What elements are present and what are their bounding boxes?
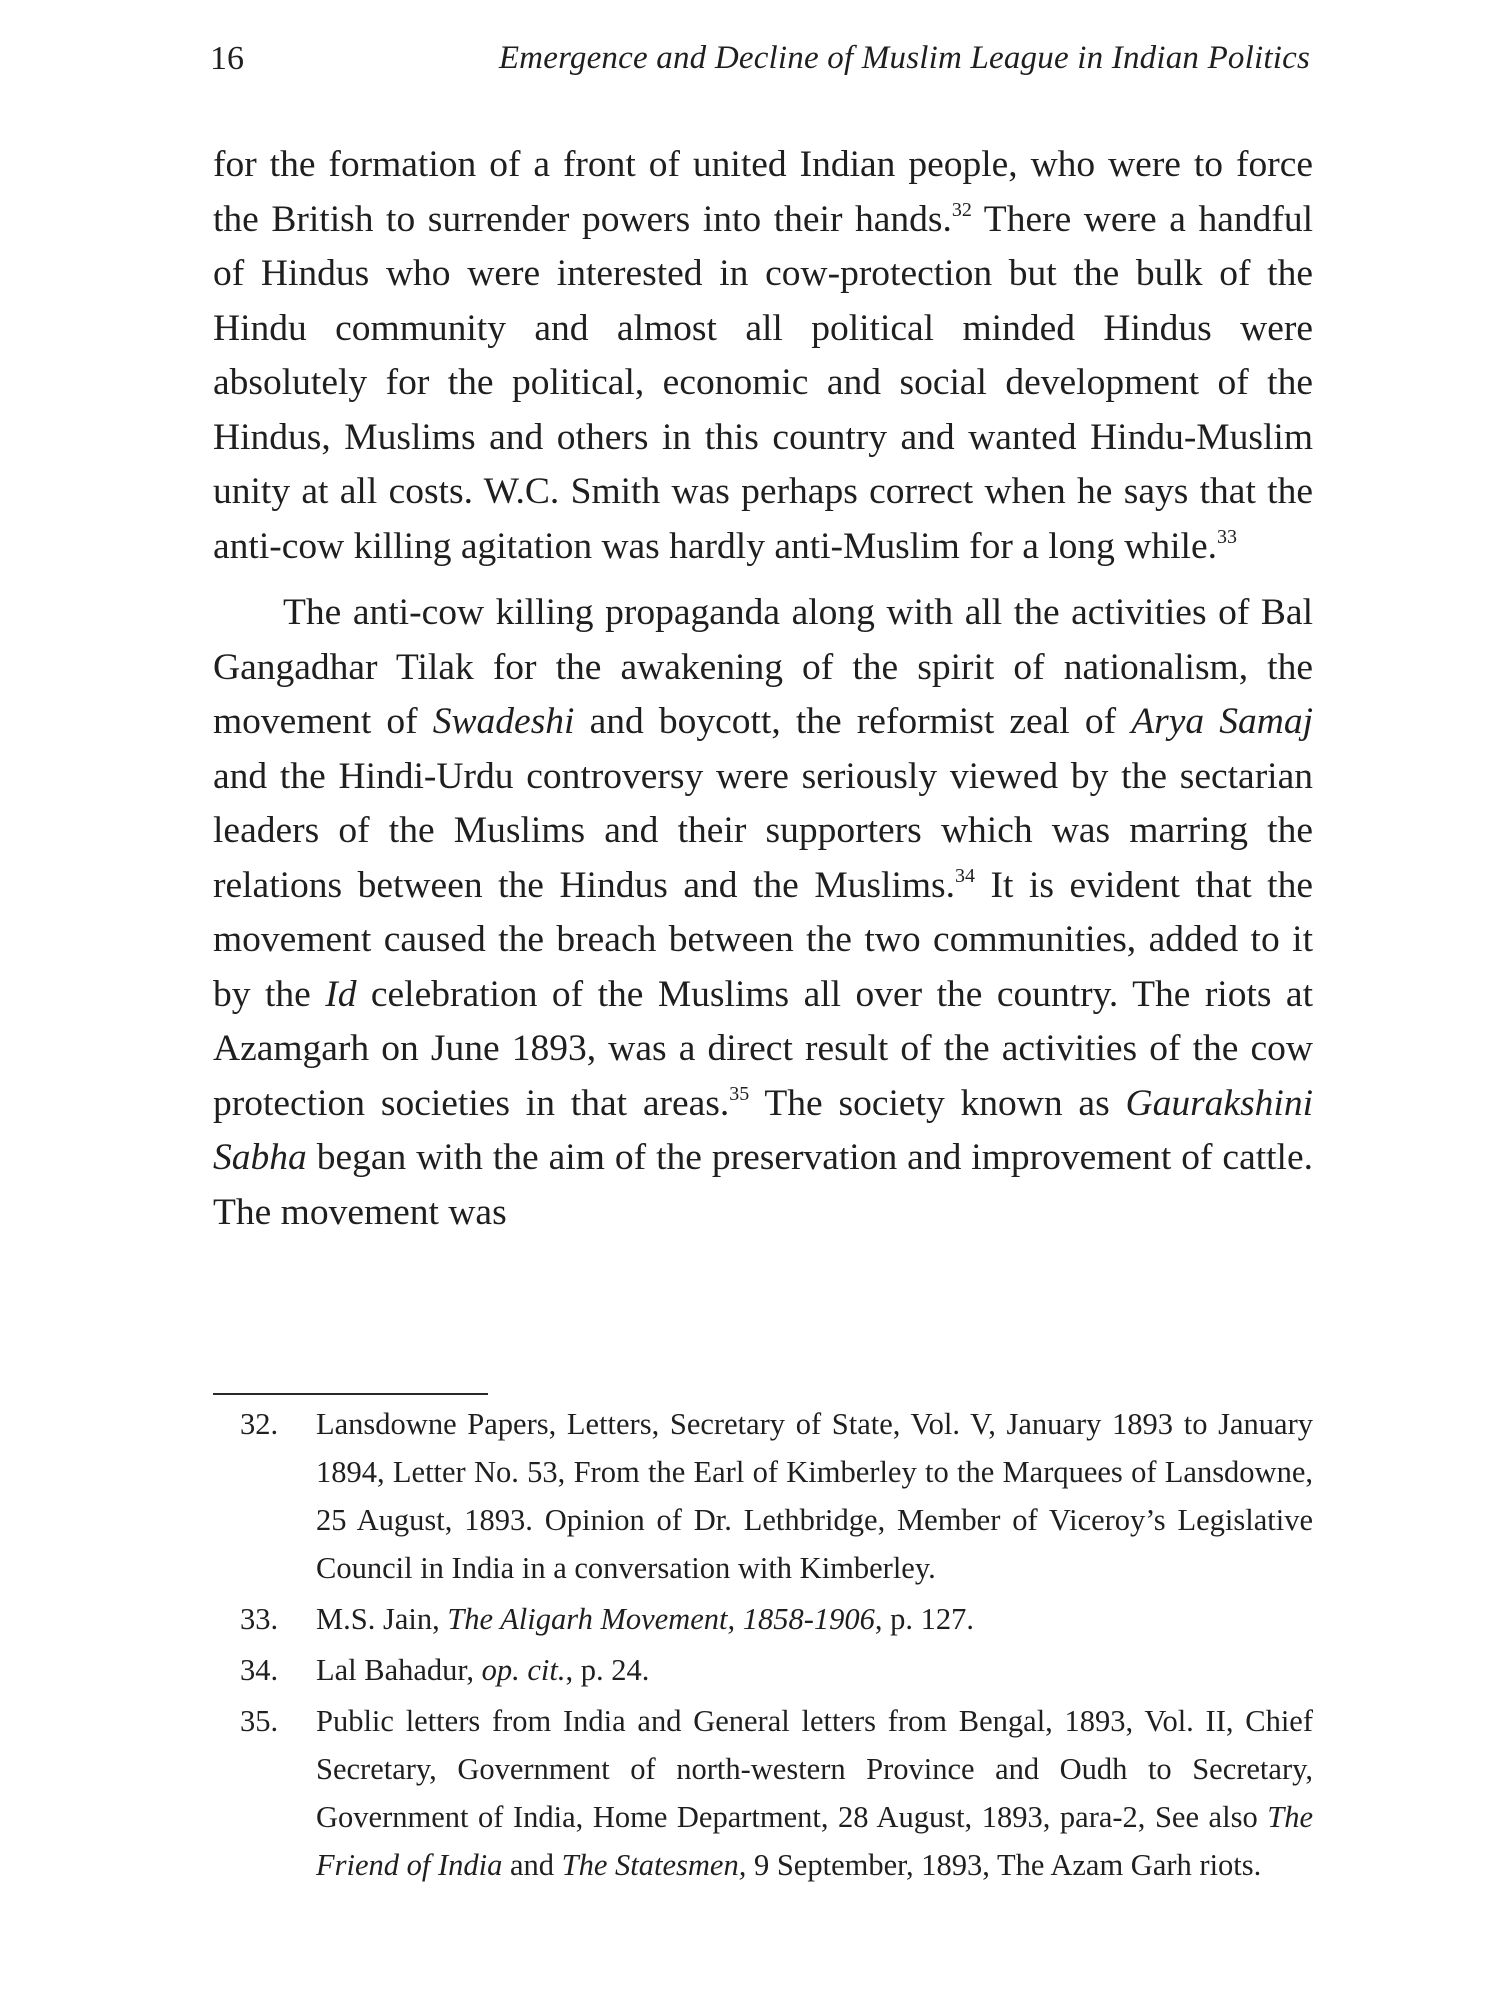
italic-term: Id — [325, 973, 357, 1015]
footnote-text — [316, 1602, 974, 1636]
footnotes — [240, 1400, 1313, 1892]
italic-term: The Statesmen, — [561, 1848, 747, 1882]
footnote-text — [316, 1704, 1313, 1882]
text-run: and — [502, 1848, 562, 1882]
footnote-text — [316, 1407, 1313, 1585]
footnote-number: 35. — [240, 1704, 279, 1738]
italic-term: Arya Samaj — [1131, 701, 1313, 742]
footnote — [240, 1595, 1313, 1643]
footnote — [240, 1697, 1313, 1889]
footnote — [240, 1400, 1313, 1592]
text-run: The society known as — [749, 1082, 1126, 1124]
footnote-reference: 32 — [951, 198, 972, 221]
footnote-number: 32. — [240, 1407, 279, 1441]
text-run: began with the aim of the preservation and improvement of cattle. The movement was — [213, 1137, 1313, 1233]
italic-term: The Aligarh Movement, 1858-1906 — [447, 1602, 875, 1636]
body-text — [213, 138, 1313, 1240]
footnote-reference: 35 — [729, 1082, 750, 1105]
running-title: Emergence and Decline of Muslim League in Indian Politics — [498, 40, 1310, 76]
italic-term: The Friend of India — [316, 1800, 1313, 1882]
text-run: The anti-cow killing propaganda along with all the activities of Bal Gangadhar Tilak for the awakening of the spirit of nationalism, the movement of — [213, 592, 1313, 742]
text-run: 9 September, 1893, The Azam Garh riots. — [746, 1848, 1262, 1882]
italic-term: op. cit. — [481, 1653, 566, 1687]
footnote-reference: 34 — [955, 864, 976, 887]
text-run: M.S. Jain, — [316, 1602, 448, 1636]
text-run: Public letters from India and General letters from Bengal, 1893, Vol. II, Chief Secretary, Government of north-western Province and Oudh to Secretary, Government of India, Home Department, 28 August, 1893, para-2, See also — [316, 1704, 1313, 1834]
text-run: Lansdowne Papers, Letters, Secretary of State, Vol. V, January 1893 to January 1894, Letter No. 53, From the Earl of Kimberley to the Marquees of Lansdowne, 25 August, 1893. Opinion of Dr. Lethbridge, Member of Viceroy’s Legislative Council in India in a conversation with Kimberley. — [316, 1407, 1313, 1585]
italic-term: Swadeshi — [432, 701, 575, 742]
text-run: and the Hindi-Urdu controversy were seriously viewed by the sectarian leaders of the Muslims and their supporters which was marring the relations between the Hindus and the Muslims. — [213, 755, 1313, 906]
page-number: 16 — [210, 40, 244, 77]
text-run: Lal Bahadur, — [316, 1653, 482, 1687]
text-run: for the formation of a front of united Indian people, who were to force the British to surrender powers into their hands. — [213, 144, 1313, 240]
text-run: celebration of the Muslims all over the country. The riots at Azamgarh on June 1893, was a direct result of the activities of the cow protection societies in that areas. — [213, 973, 1313, 1124]
footnote-separator — [213, 1393, 488, 1395]
text-run: , p. 127. — [874, 1602, 974, 1636]
italic-term: Gaurakshini Sabha — [213, 1082, 1313, 1178]
footnote — [240, 1646, 1313, 1694]
footnote-text — [316, 1653, 649, 1687]
text-run: and boycott, the reformist zeal of — [574, 701, 1132, 742]
footnote-reference: 33 — [1216, 525, 1237, 548]
footnote-number: 34. — [240, 1653, 279, 1687]
paragraph — [213, 138, 1313, 574]
page-header — [210, 40, 1310, 100]
text-run: It is evident that the movement caused the breach between the two communities, added to it by the — [213, 864, 1313, 1015]
footnote-number: 33. — [240, 1602, 279, 1636]
paragraph — [213, 586, 1313, 1240]
text-run: , p. 24. — [565, 1653, 650, 1687]
text-run: There were a handful of Hindus who were interested in cow-protection but the bulk of the Hindu community and almost all political minded Hindus were absolutely for the political, economic and social development of the Hindus, Muslims and others in this country and wanted Hindu-Muslim unity at all costs. W.C. Smith was perhaps correct when he says that the anti-cow killing agitation was hardly anti-Muslim for a long while. — [213, 198, 1313, 567]
